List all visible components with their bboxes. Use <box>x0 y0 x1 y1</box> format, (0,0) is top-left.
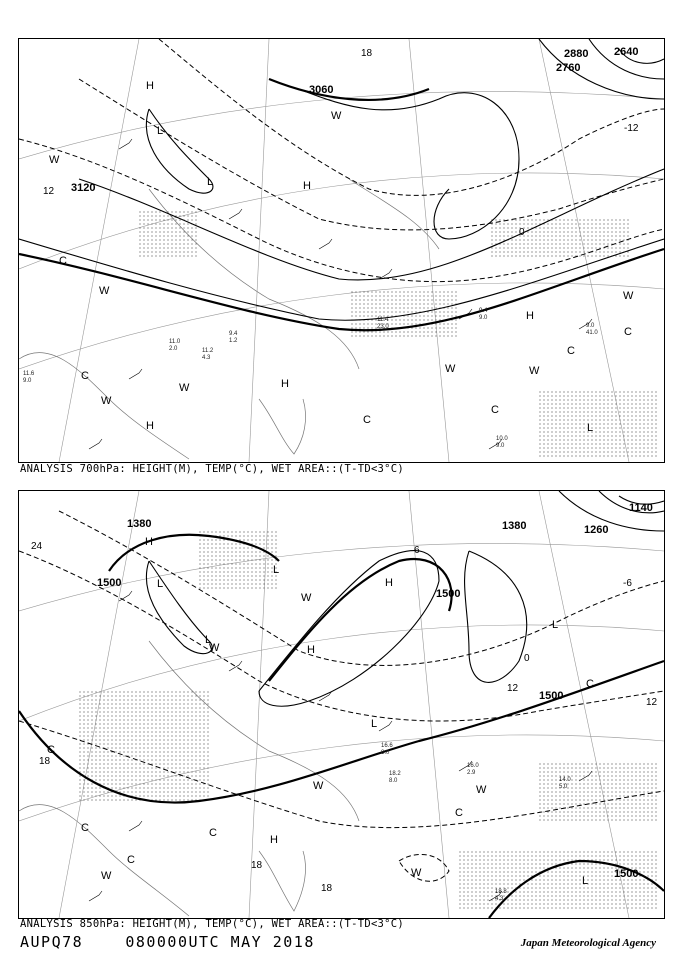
high-mark: H <box>145 536 153 548</box>
contour-label: 1500 <box>436 588 461 600</box>
low-mark: L <box>207 176 214 188</box>
warm-mark: W <box>49 154 60 166</box>
contour-label: 2880 <box>564 48 589 60</box>
panel-caption-850hpa: ANALYSIS 850hPa: HEIGHT(M), TEMP(°C), WET AREA::(T-TD<3°C) <box>20 918 405 930</box>
cold-mark: C <box>491 404 499 416</box>
station-value: 4.3 <box>495 896 504 902</box>
map-850hpa-svg <box>19 491 664 918</box>
warm-mark: W <box>313 780 324 792</box>
station-value: 9.0 <box>23 378 32 384</box>
high-mark: H <box>307 644 315 656</box>
temp-label: 18 <box>321 883 333 894</box>
agency-name: Japan Meteorological Agency <box>520 937 656 949</box>
station-value: 16.6 <box>381 743 393 749</box>
temp-labels <box>43 48 639 238</box>
station-value: 10.0 <box>496 436 508 442</box>
high-mark: H <box>303 180 311 192</box>
map-700hpa-svg <box>19 39 664 462</box>
contour-label: 2640 <box>614 46 639 58</box>
high-mark: H <box>146 80 154 92</box>
contour-label: 1260 <box>584 524 609 536</box>
temp-label: 24 <box>31 541 43 552</box>
map-panel-700hpa <box>18 38 665 463</box>
temp-label: 12 <box>507 683 519 694</box>
cold-mark: C <box>455 807 463 819</box>
station-value: 2.0 <box>169 346 178 352</box>
low-mark: L <box>371 718 378 730</box>
cold-mark: C <box>567 345 575 357</box>
contour-label: 1500 <box>539 690 564 702</box>
temp-label: 6 <box>414 545 420 556</box>
map-panel-850hpa <box>18 490 665 919</box>
contour-label: 3060 <box>309 84 334 96</box>
chart-code: AUPQ78 <box>20 933 84 951</box>
high-mark: H <box>281 378 289 390</box>
cold-mark: C <box>209 827 217 839</box>
station-value: 8.0 <box>381 750 390 756</box>
temp-label: 18 <box>39 756 51 767</box>
height-contour-major <box>19 249 664 330</box>
station-value: 9.0 <box>479 315 488 321</box>
cold-mark: C <box>47 744 55 756</box>
cold-mark: C <box>59 255 67 267</box>
contour-label: 1140 <box>629 502 653 514</box>
station-value: 16.0 <box>467 763 479 769</box>
warm-mark: W <box>623 290 634 302</box>
low-mark: L <box>273 564 280 576</box>
station-value: 14.0 <box>559 777 571 783</box>
contour-label: 1500 <box>614 868 639 880</box>
high-mark: H <box>526 310 534 322</box>
temp-label: 12 <box>43 186 55 197</box>
station-value: 23.0 <box>377 324 389 330</box>
warm-mark: W <box>476 784 487 796</box>
low-mark: L <box>205 634 212 646</box>
cold-mark: C <box>81 822 89 834</box>
low-mark: L <box>157 578 164 590</box>
station-value: 8.0 <box>389 778 398 784</box>
chart-identifier <box>20 933 315 951</box>
station-value: 18.8 <box>495 889 507 895</box>
cold-mark: C <box>127 854 135 866</box>
warm-mark: W <box>529 365 540 377</box>
warm-mark: W <box>209 642 220 654</box>
high-mark: H <box>270 834 278 846</box>
cold-mark: C <box>81 370 89 382</box>
station-plots <box>23 308 598 449</box>
contour-label: 1380 <box>502 520 527 532</box>
station-value: 11.2 <box>202 348 214 354</box>
station-value: 4.3 <box>202 355 211 361</box>
low-mark: L <box>587 422 594 434</box>
cold-mark: C <box>624 326 632 338</box>
temp-label: 18 <box>361 48 373 59</box>
temp-label: 0 <box>524 653 530 664</box>
station-value: 2.9 <box>467 770 476 776</box>
wet-area-stipple <box>79 531 659 911</box>
station-value: 9.4 <box>479 308 488 314</box>
contour-label: 3120 <box>71 182 96 194</box>
station-value: 5.0 <box>559 784 568 790</box>
warm-mark: W <box>301 592 312 604</box>
temp-label: 0 <box>519 227 525 238</box>
station-value: 41.0 <box>586 330 598 336</box>
contour-label: 1380 <box>127 518 152 530</box>
temp-label: -6 <box>623 578 632 589</box>
low-mark: L <box>582 875 589 887</box>
low-mark: L <box>157 125 164 137</box>
warm-mark: W <box>101 395 112 407</box>
station-value: 11.6 <box>23 371 35 377</box>
warm-mark: W <box>411 867 422 879</box>
warm-mark: W <box>331 110 342 122</box>
temp-label: -12 <box>624 123 639 134</box>
station-value: 18.2 <box>389 771 401 777</box>
contour-label: 1500 <box>97 577 122 589</box>
contour-label: 2760 <box>556 62 581 74</box>
wet-area-stipple <box>139 209 659 459</box>
high-mark: H <box>146 420 154 432</box>
station-value: 9.0 <box>496 443 505 449</box>
height-contours <box>19 39 664 320</box>
station-value: 1.2 <box>229 338 238 344</box>
height-contour-major-north <box>269 79 429 100</box>
station-value: 11.4 <box>377 317 389 323</box>
station-value: 9.4 <box>229 331 238 337</box>
cold-mark: C <box>363 414 371 426</box>
temp-label: 12 <box>646 697 658 708</box>
warm-mark: W <box>99 285 110 297</box>
low-mark: L <box>552 619 559 631</box>
analysis-datetime: 080000UTC MAY 2018 <box>125 933 315 951</box>
temp-label: 18 <box>251 860 263 871</box>
warm-mark: W <box>101 870 112 882</box>
warm-mark: W <box>179 382 190 394</box>
panel-caption-700hpa: ANALYSIS 700hPa: HEIGHT(M), TEMP(°C), WET AREA::(T-TD<3°C) <box>20 463 405 475</box>
high-mark: H <box>385 577 393 589</box>
warm-mark: W <box>445 363 456 375</box>
cold-mark: C <box>586 678 594 690</box>
station-value: 11.0 <box>169 339 181 345</box>
station-value: 9.0 <box>586 323 595 329</box>
